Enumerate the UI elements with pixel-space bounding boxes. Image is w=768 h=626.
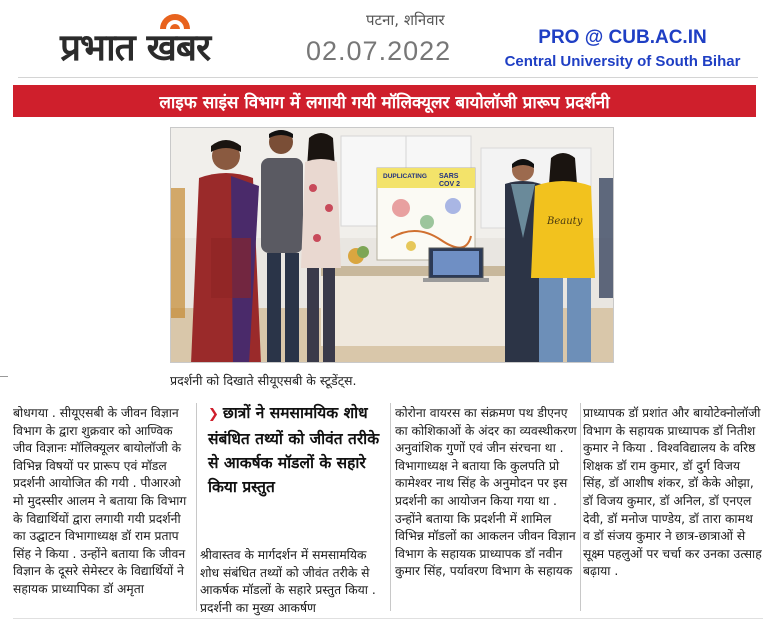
poster-title-2: SARS	[439, 173, 459, 180]
masthead	[0, 0, 768, 78]
article-column-1: बोधगया . सीयूएसबी के जीवन विज्ञान विभाग के द्वारा शुक्रवार को आण्विक जीव विज्ञानः मॉलिक्यूलर बायोलॉजी के विभिन्न विषयों पर प्रारूप एवं मॉडल प्रदर्शनी आयोजित की गयी . पीआरओ मो मुदस्सीर आलम ने बताया कि विभाग के विद्यार्थियों द्वारा लगायी गयी प्रदर्शनी का उद्घाटन विभागाध्यक्ष डॉ राम प्रताप सिंह ने किया . उन्होंने बताया कि जीवन विज्ञान के दूसरे सेमेस्टर के विद्यार्थियों ने सहायक प्राध्यापिका डॉ अमृता	[13, 406, 187, 596]
article-subheading	[208, 401, 386, 499]
person-5	[531, 153, 595, 363]
edition-label: पटना, शनिवार	[366, 11, 445, 29]
subheading-text: छात्रों ने समसामयिक शोध संबंधित तथ्यों को जीवंत तरीके से आकर्षक मॉडलों के सहारे किया प्रस्तुत	[208, 404, 380, 496]
headline-banner: लाइफ साइंस विभाग में लगायी गयी मॉलिक्यूलर बायोलॉजी प्रारूप प्रदर्शनी	[13, 85, 756, 117]
article-column-2: श्रीवास्तव के मार्गदर्शन में समसामयिक शोध संबंधित तथ्यों को जीवंत तरीके से आकर्षक मॉडलों के सहारे प्रस्तुत किया . प्रदर्शनी का मुख्य आकर्षण	[200, 548, 376, 615]
article-column-3: कोरोना वायरस का संक्रमण पथ डीएनए का कोशिकाओं के अंदर का व्यवस्थीकरण अनुवांशिक गुणों एवं जीन संरचना था . विभागाध्यक्ष ने बताया कि कुलपति प्रो कामेश्वर नाथ सिंह के अनुमोदन पर इस प्रदर्शनी का आयोजन किया गया था . उन्होंने बताया कि प्रदर्शनी में शामिल विभिन्न मॉडलों का आकलन जीवन विज्ञान विभाग के सहायक प्राध्यापक डॉ नवीन कुमार सिंह, पर्यावरण विभाग के सहायक	[395, 406, 577, 579]
tshirt-text: Beauty	[547, 216, 583, 227]
poster-title-1: DUPLICATING	[383, 173, 427, 180]
university-name: Central University of South Bihar	[504, 53, 741, 70]
column-divider	[196, 403, 197, 611]
exhibit-poster	[377, 168, 475, 260]
photo-caption: प्रदर्शनी को दिखाते सीयूएसबी के स्टूडेंट्स.	[170, 373, 357, 388]
newspaper-logo	[60, 12, 280, 68]
subhead-bullet-icon: ❯	[208, 407, 219, 422]
poster-title-3: COV 2	[439, 181, 461, 188]
publication-date: 02.07.2022	[306, 36, 452, 66]
margin-tick	[0, 376, 8, 377]
laptop	[423, 248, 489, 282]
pro-block	[480, 27, 765, 71]
pro-email: PRO @ CUB.AC.IN	[538, 27, 707, 48]
column-divider	[580, 403, 581, 611]
masthead-divider	[18, 77, 758, 78]
article-photo	[170, 127, 614, 363]
logo-text: प्रभात खबर	[60, 26, 211, 69]
bottom-divider	[13, 618, 763, 619]
article-column-4: प्राध्यापक डॉ प्रशांत और बायोटेक्नोलॉजी विभाग के सहायक प्राध्यापक डॉ नितीश कुमार ने किया . विश्वविद्यालय के वरिष्ठ शिक्षक डॉ राम कुमार, डॉ दुर्ग विजय सिंह, डॉ आशीष शंकर, डॉ केके ओझा, डॉ विजय कुमार, डॉ अनिल, डॉ एनएल देवी, डॉ मनोज पाण्डेय, डॉ तारा कामथ व डॉ संजय कुमार ने छात्र-छात्राओं से सूक्ष्म पहलुओं पर चर्चा कर उनका उत्साह बढ़ाया .	[583, 406, 762, 579]
column-divider	[390, 403, 391, 611]
